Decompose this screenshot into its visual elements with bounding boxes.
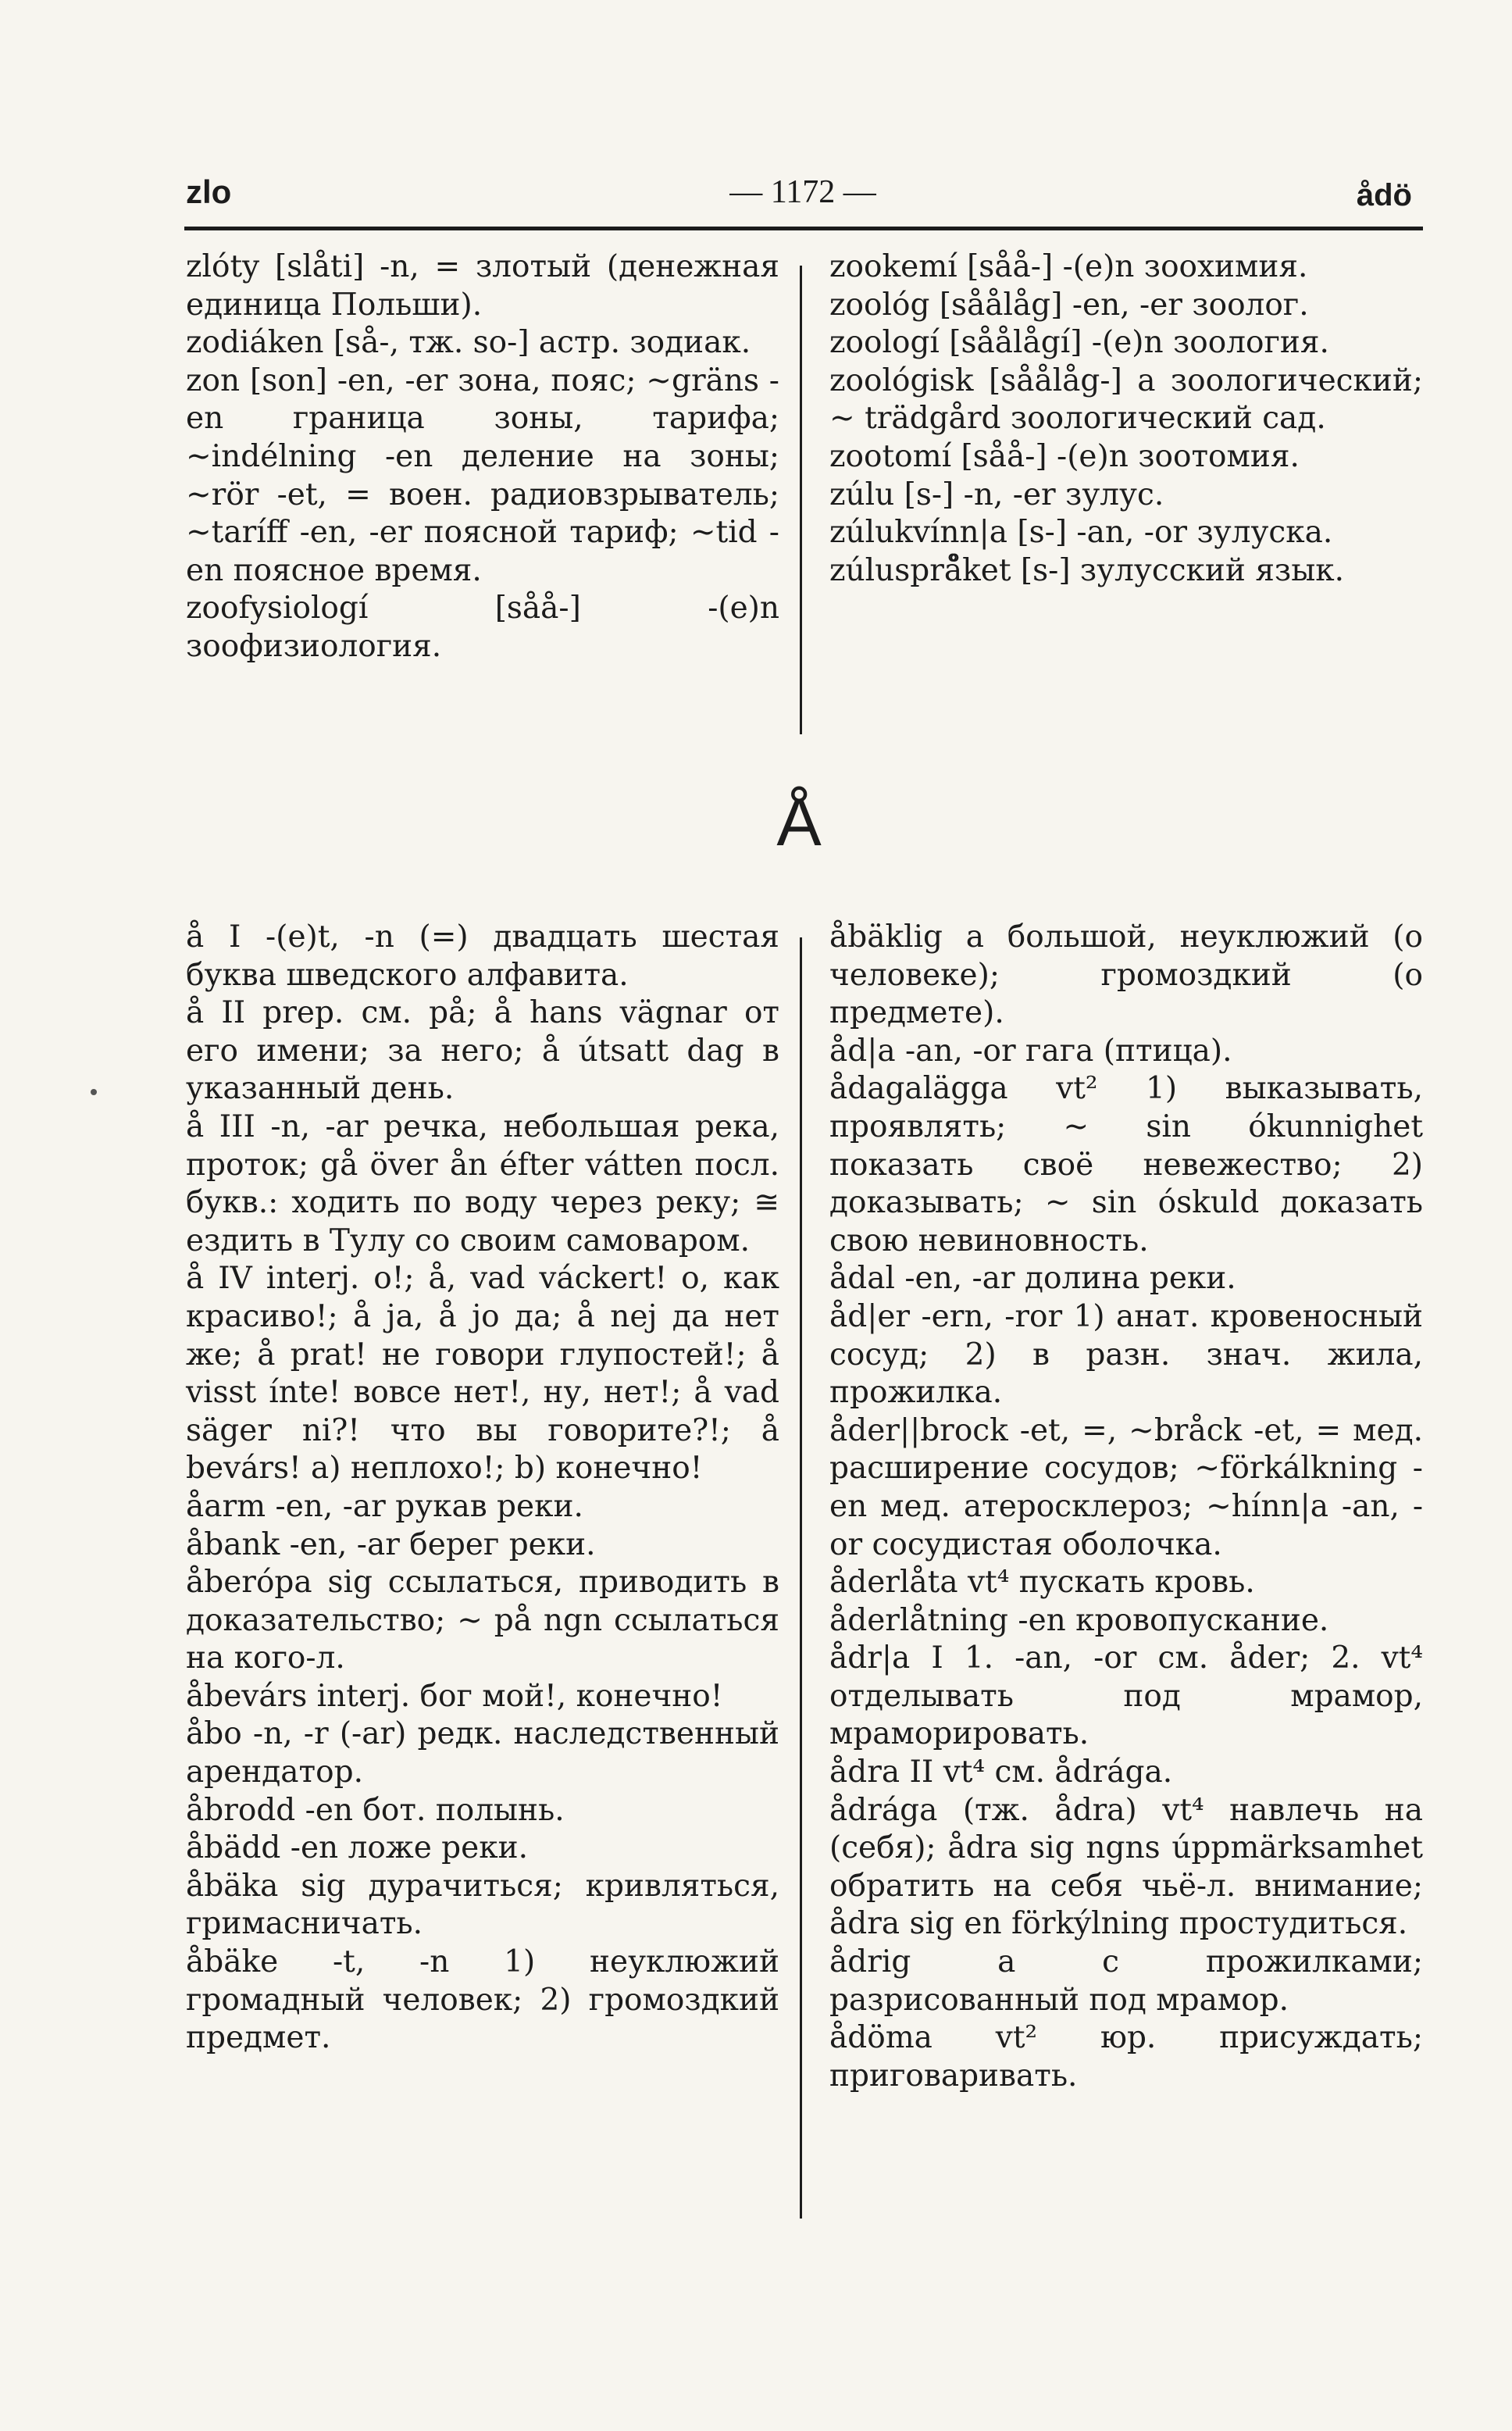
dictionary-entry: zodiáken [så-, тж. so-] астр. зодиак. [186, 325, 751, 361]
header-left-guideword: zlo [186, 173, 232, 210]
column-top-left [186, 248, 779, 666]
column-divider-top [800, 266, 802, 734]
column-top-right [829, 248, 1423, 590]
header-right-guideword: ådö [1356, 178, 1412, 212]
dictionary-entry: ådr|a I 1. -an, -or см. åder; 2. vt⁴ отделывать под мрамор, мраморировать. [829, 1640, 1423, 1752]
page-header [186, 173, 1420, 220]
dictionary-entry: åder||brock -et, =, ~bråck -et, = мед. расширение сосудов; ~förkálkning -en мед. атеросклероз; ~hínn|a -an, -or сосудистая оболочка. [829, 1412, 1423, 1562]
dictionary-entry: åd|er -ern, -ror 1) анат. кровеносный сосуд; 2) в разн. знач. жила, прожилка. [829, 1298, 1423, 1411]
dictionary-entry: zon [son] -en, -er зона, пояс; ~gräns -en граница зоны, тарифа; ~indélning -en деление на зоны; ~rör -et, = воен. радиовзрыватель; ~taríff -en, -er поясной тариф; ~tid -en поясное время. [186, 362, 779, 588]
dictionary-entry: åd|a -an, -or гага (птица). [829, 1033, 1232, 1069]
dictionary-entry: åbank -en, -ar берег реки. [186, 1526, 596, 1562]
dictionary-entry: ådra II vt⁴ см. ådrága. [829, 1755, 1173, 1790]
dictionary-entry: å IV interj. o!; å, vad váckert! o, как красиво!; å ja, å jo да; å nej да нет же; å prat! не говори глупостей!; å visst ínte! вовсе нет!, ну, нет!; å vad säger ni?! что вы говорите?!; å bevárs! a) неплохо!; b) конечно! [186, 1261, 779, 1487]
dictionary-entry: åbäke -t, -n 1) неуклюжий громадный человек; 2) громоздкий предмет. [186, 1944, 779, 2056]
dictionary-entry: zoológisk [såålåg-] a зоологический; ~ trädgård зоологический сад. [829, 362, 1423, 437]
header-rule [184, 227, 1423, 230]
section-letter: Å [776, 785, 822, 860]
dictionary-entry: åderlåta vt⁴ пускать кровь. [829, 1565, 1255, 1601]
column-bottom-left [186, 919, 779, 2058]
dictionary-entry: åarm -en, -ar рукав реки. [186, 1488, 583, 1524]
dictionary-entry: åbädd -en ложе реки. [186, 1830, 528, 1866]
dictionary-entry: å II prep. см. på; å hans vägnar от его имени; за него; å útsatt dag в указанный день. [186, 995, 779, 1107]
dictionary-entry: åbäklig a большой, неуклюжий (о человеке); громоздкий (о предмете). [829, 919, 1423, 1031]
dictionary-entry: zoofysiologí [såå-] -(e)n зоофизиология. [186, 591, 779, 664]
margin-dot [91, 1089, 97, 1095]
dictionary-entry: zoologí [såålågí] -(e)n зоология. [829, 325, 1329, 361]
dictionary-entry: ådöma vt² юр. присуждать; приговаривать. [829, 2020, 1423, 2094]
dictionary-entry: å III -n, -ar речка, небольшая река, проток; gå över ån éfter vátten посл. букв.: ходить по воду через реку; ≅ ездить в Тулу со своим самоваром. [186, 1108, 779, 1258]
dictionary-entry: åbo -n, -r (-ar) редк. наследственный арендатор. [186, 1716, 779, 1790]
dictionary-entry: åbevárs interj. бог мой!, конечно! [186, 1678, 723, 1714]
dictionary-entry: ådrága (тж. ådra) vt⁴ навлечь на (себя); ådra sig ngns úppmärksamhet обратить на себя чьё-л. внимание; ådra sig en förkýlning простудиться. [829, 1792, 1423, 1942]
dictionary-entry: zootomí [såå-] -(e)n зоотомия. [829, 438, 1300, 474]
dictionary-entry: åberópa sig ссылаться, приводить в доказательство; ~ på ngn ссылаться на кого-л. [186, 1565, 779, 1676]
dictionary-entry: zúlu [s-] -n, -er зулус. [829, 477, 1164, 512]
dictionary-entry: åbrodd -en бот. полынь. [186, 1792, 565, 1828]
dictionary-entry: zoológ [såålåg] -en, -er зоолог. [829, 287, 1309, 323]
dictionary-entry: zlóty [slåti] -n, = злотый (денежная единица Польши). [186, 249, 779, 323]
dictionary-entry: ådrig a с прожилками; разрисованный под мрамор. [829, 1944, 1423, 2018]
dictionary-entry: ådal -en, -ar долина реки. [829, 1261, 1236, 1297]
dictionary-entry: zúlukvínn|a [s-] -an, -or зулуска. [829, 515, 1333, 551]
column-bottom-right [829, 919, 1423, 2095]
page-number: — 1172 — [729, 174, 876, 210]
dictionary-entry: å I -(e)t, -n (=) двадцать шестая буква шведского алфавита. [186, 919, 779, 993]
dictionary-entry: zookemí [såå-] -(e)n зоохимия. [829, 249, 1308, 284]
dictionary-entry: åbäka sig дурачиться; кривляться, гримасничать. [186, 1868, 779, 1942]
dictionary-entry: ådagalägga vt² 1) выказывать, проявлять; ~ sin ókunnighet показать своё невежество; 2) доказывать; ~ sin óskuld доказать свою невиновность. [829, 1071, 1423, 1258]
column-divider-bottom [800, 937, 802, 2219]
dictionary-entry: åderlåtning -en кровопускание. [829, 1602, 1329, 1638]
dictionary-entry: zúlusprå̊ket [s-] зулусский язык. [829, 552, 1345, 588]
